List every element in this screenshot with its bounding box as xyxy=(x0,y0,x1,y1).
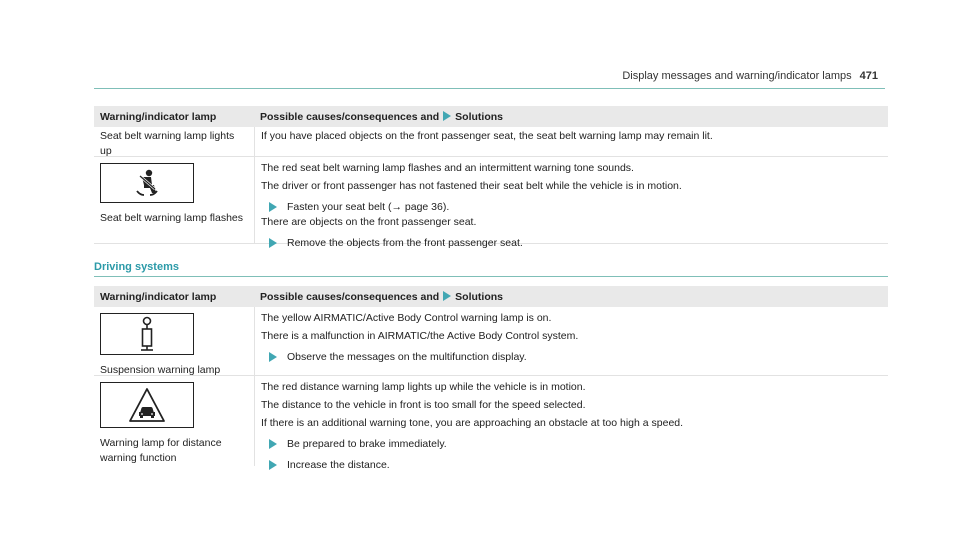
solution-arrow-icon xyxy=(269,352,277,362)
suspension-icon xyxy=(100,313,194,355)
solution-step xyxy=(261,200,882,215)
solution-arrow-icon xyxy=(443,291,451,301)
lamp-label: Seat belt warning lamp flashes xyxy=(100,212,243,224)
column-header-lamp: Warning/indicator lamp xyxy=(100,111,217,123)
section-title: Driving systems xyxy=(94,261,179,273)
solution-text: Increase the distance. xyxy=(287,459,390,471)
table-header-row xyxy=(94,286,888,307)
solution-text: Fasten your seat belt (→ page 36). xyxy=(287,201,450,213)
lamp-cell xyxy=(94,127,254,156)
solution-arrow-icon xyxy=(269,202,277,212)
lamp-label: Seat belt warning lamp lights up xyxy=(100,130,235,157)
solution-step xyxy=(261,437,882,452)
solution-text: Remove the objects from the front passenger seat. xyxy=(287,237,523,249)
column-header-causes-label: Possible causes/consequences and xyxy=(260,111,440,123)
solution-arrow-icon xyxy=(269,238,277,248)
solution-text: Observe the messages on the multifunction display. xyxy=(287,351,527,363)
solution-step xyxy=(261,458,882,473)
lamp-label: Suspension warning lamp xyxy=(100,364,221,376)
driving-systems-table xyxy=(94,286,888,471)
cause-text: The red seat belt warning lamp flashes and an intermittent warning tone sounds. xyxy=(261,162,634,174)
cause-cell xyxy=(254,157,888,249)
table-row xyxy=(94,127,888,157)
solution-step xyxy=(261,236,882,251)
table-row xyxy=(94,307,888,376)
seatbelt-warning-icon xyxy=(100,163,194,203)
cause-cell xyxy=(254,127,888,156)
column-header-causes xyxy=(254,286,888,307)
lamp-cell xyxy=(94,157,254,243)
cause-cell xyxy=(254,376,888,471)
cause-text: There is a malfunction in AIRMATIC/the Active Body Control system. xyxy=(261,330,579,342)
column-header-solutions-label: Solutions xyxy=(455,291,504,303)
column-header-causes xyxy=(254,106,888,127)
page-header xyxy=(622,70,878,82)
solution-step xyxy=(261,350,882,365)
page-header-title: Display messages and warning/indicator lamps xyxy=(622,70,852,82)
cause-text: The red distance warning lamp lights up while the vehicle is in motion. xyxy=(261,381,586,393)
table-row xyxy=(94,157,888,249)
solution-arrow-icon xyxy=(269,460,277,470)
table-row xyxy=(94,376,888,471)
section-divider xyxy=(94,276,888,277)
cause-text: The distance to the vehicle in front is too small for the speed selected. xyxy=(261,399,586,411)
seatbelt-warning-table xyxy=(94,106,888,249)
column-header-lamp: Warning/indicator lamp xyxy=(100,291,217,303)
cause-text: There are objects on the front passenger seat. xyxy=(261,216,477,228)
lamp-cell xyxy=(94,376,254,466)
cause-text: The yellow AIRMATIC/Active Body Control warning lamp is on. xyxy=(261,312,552,324)
lamp-label: Warning lamp for distance warning function xyxy=(100,437,222,464)
cause-text: The driver or front passenger has not fastened their seat belt while the vehicle is in motion. xyxy=(261,180,682,192)
header-divider xyxy=(94,88,885,89)
cause-cell xyxy=(254,307,888,375)
cause-text: If you have placed objects on the front passenger seat, the seat belt warning lamp may remain lit. xyxy=(261,130,713,142)
cause-text: If there is an additional warning tone, you are approaching an obstacle at too high a speed. xyxy=(261,417,684,429)
page-number: 471 xyxy=(859,70,878,82)
solution-text: Be prepared to brake immediately. xyxy=(287,438,447,450)
lamp-cell xyxy=(94,307,254,375)
distance-warning-icon xyxy=(100,382,194,428)
solution-arrow-icon xyxy=(269,439,277,449)
column-header-solutions-label: Solutions xyxy=(455,111,504,123)
column-header-causes-label: Possible causes/consequences and xyxy=(260,291,440,303)
table-header-row xyxy=(94,106,888,127)
solution-arrow-icon xyxy=(443,111,451,121)
